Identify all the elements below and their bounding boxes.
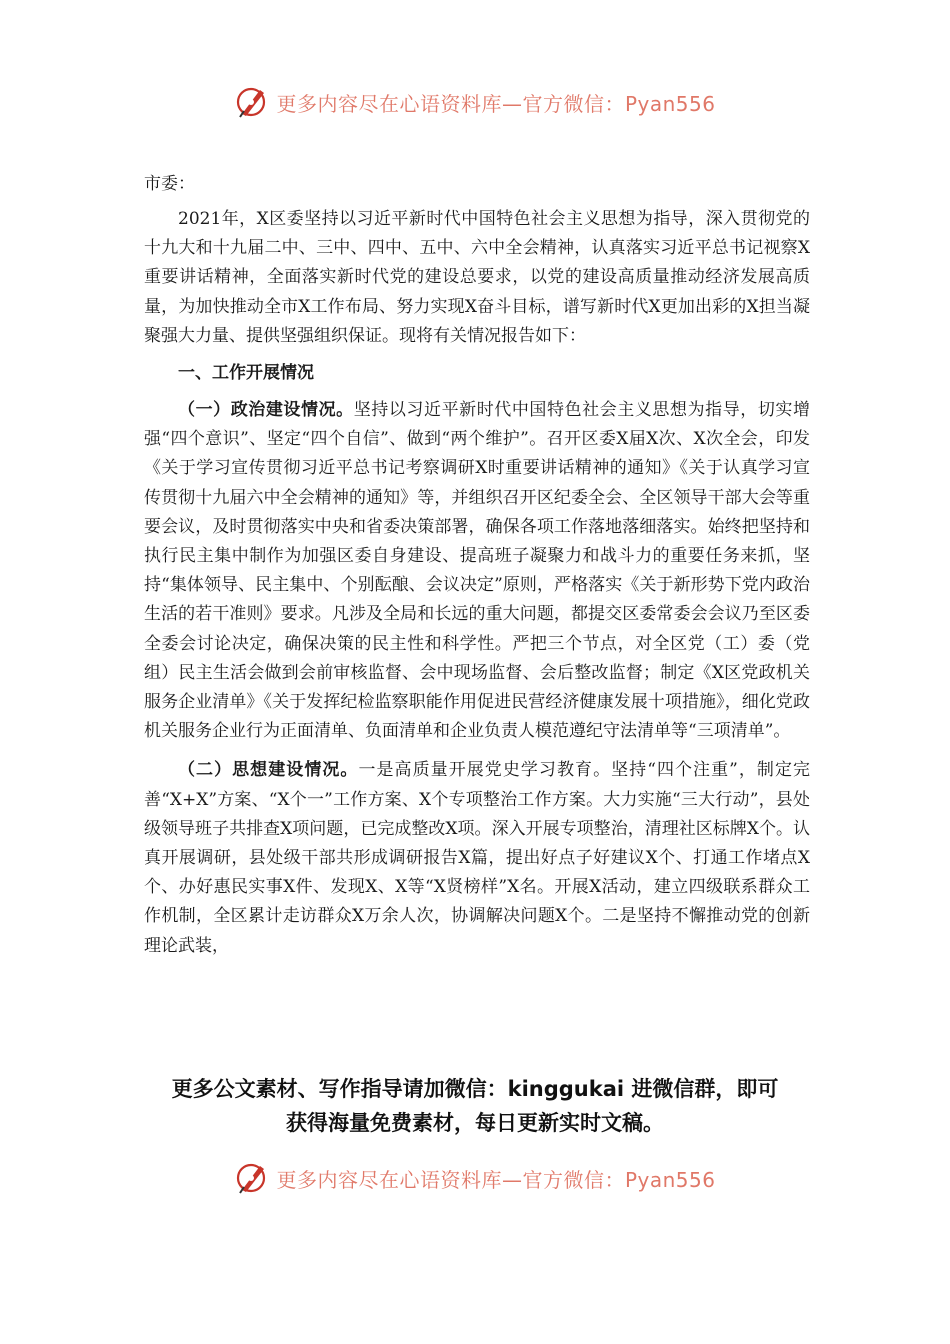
ideological-construction-paragraph [144,756,810,960]
document-body [144,170,810,961]
footer-banner [0,1158,950,1198]
political-construction-paragraph [144,396,810,746]
sub2-lead: （二）思想建设情况。 [178,760,359,781]
sub1-lead: （一）政治建设情况。 [178,400,354,421]
section-heading: 一、工作开展情况 [178,363,314,384]
quill-pen-logo-icon [234,1160,270,1196]
sub2-body: 一是高质量开展党史学习教育。坚持“四个注重”，制定完善“X+X”方案、“X个一”工作方案、X个专项整治工作方案。大力实施“三大行动”，县处级领导班子共排查X项问题，已完成整改X项。深入开展专项整治，清理社区标牌X个。认真开展调研，县处级干部共形成调研报告X篇，提出好点子好建议X个、打通工作堵点X个、办好惠民实事X件、发现X、X等“X贤榜样”X名。开展X活动，建立四级联系群众工作机制，全区累计走访群众X万余人次，协调解决问题X个。二是坚持不懈推动党的创新理论武装， [144,760,810,956]
promo-notice [0,1072,950,1140]
header-banner-text: 更多内容尽在心语资料库—官方微信：Pyan556 [276,91,716,116]
sub1-body: 坚持以习近平新时代中国特色社会主义思想为指导，切实增强“四个意识”、坚定“四个自信”、做到“两个维护”。召开区委X届X次、X次全会，印发《关于学习宣传贯彻习近平总书记考察调研X时重要讲话精神的通知》《关于认真学习宣传贯彻十九届六中全会精神的通知》等，并组织召开区纪委全会、全区领导干部大会等重要会议，及时贯彻落实中央和省委决策部署，确保各项工作落地落细落实。始终把坚持和执行民主集中制作为加强区委自身建设、提高班子凝聚力和战斗力的重要任务来抓，坚持“集体领导、民主集中、个别酝酿、会议决定”原则，严格落实《关于新形势下党内政治生活的若干准则》要求。凡涉及全局和长远的重大问题，都提交区委常委会会议乃至区委全委会讨论决定，确保决策的民主性和科学性。严把三个节点，对全区党（工）委（党组）民主生活会做到会前审核监督、会中现场监督、会后整改监督；制定《X区党政机关服务企业清单》《关于发挥纪检监察职能作用促进民营经济健康发展十项措施》，细化党政机关服务企业行为正面清单、负面清单和企业负责人模范遵纪守法清单等“三项清单”。 [144,400,811,742]
quill-pen-logo-icon [234,84,270,120]
intro-paragraph: 2021年，X区委坚持以习近平新时代中国特色社会主义思想为指导，深入贯彻党的十九大和十九届二中、三中、四中、五中、六中全会精神，认真落实习近平总书记视察X重要讲话精神，全面落实新时代党的建设总要求，以党的建设高质量推动经济发展高质量，为加快推动全市X工作布局、努力实现X奋斗目标，谱写新时代X更加出彩的X担当凝聚强大力量、提供坚强组织保证。现将有关情况报告如下： [144,209,810,346]
salutation: 市委： [144,174,195,194]
header-banner [0,82,950,122]
promo-line-2: 获得海量免费素材，每日更新实时文稿。 [286,1111,664,1135]
promo-line-1: 更多公文素材、写作指导请加微信：kinggukai 进微信群，即可 [171,1077,779,1101]
footer-banner-text: 更多内容尽在心语资料库—官方微信：Pyan556 [276,1167,716,1192]
